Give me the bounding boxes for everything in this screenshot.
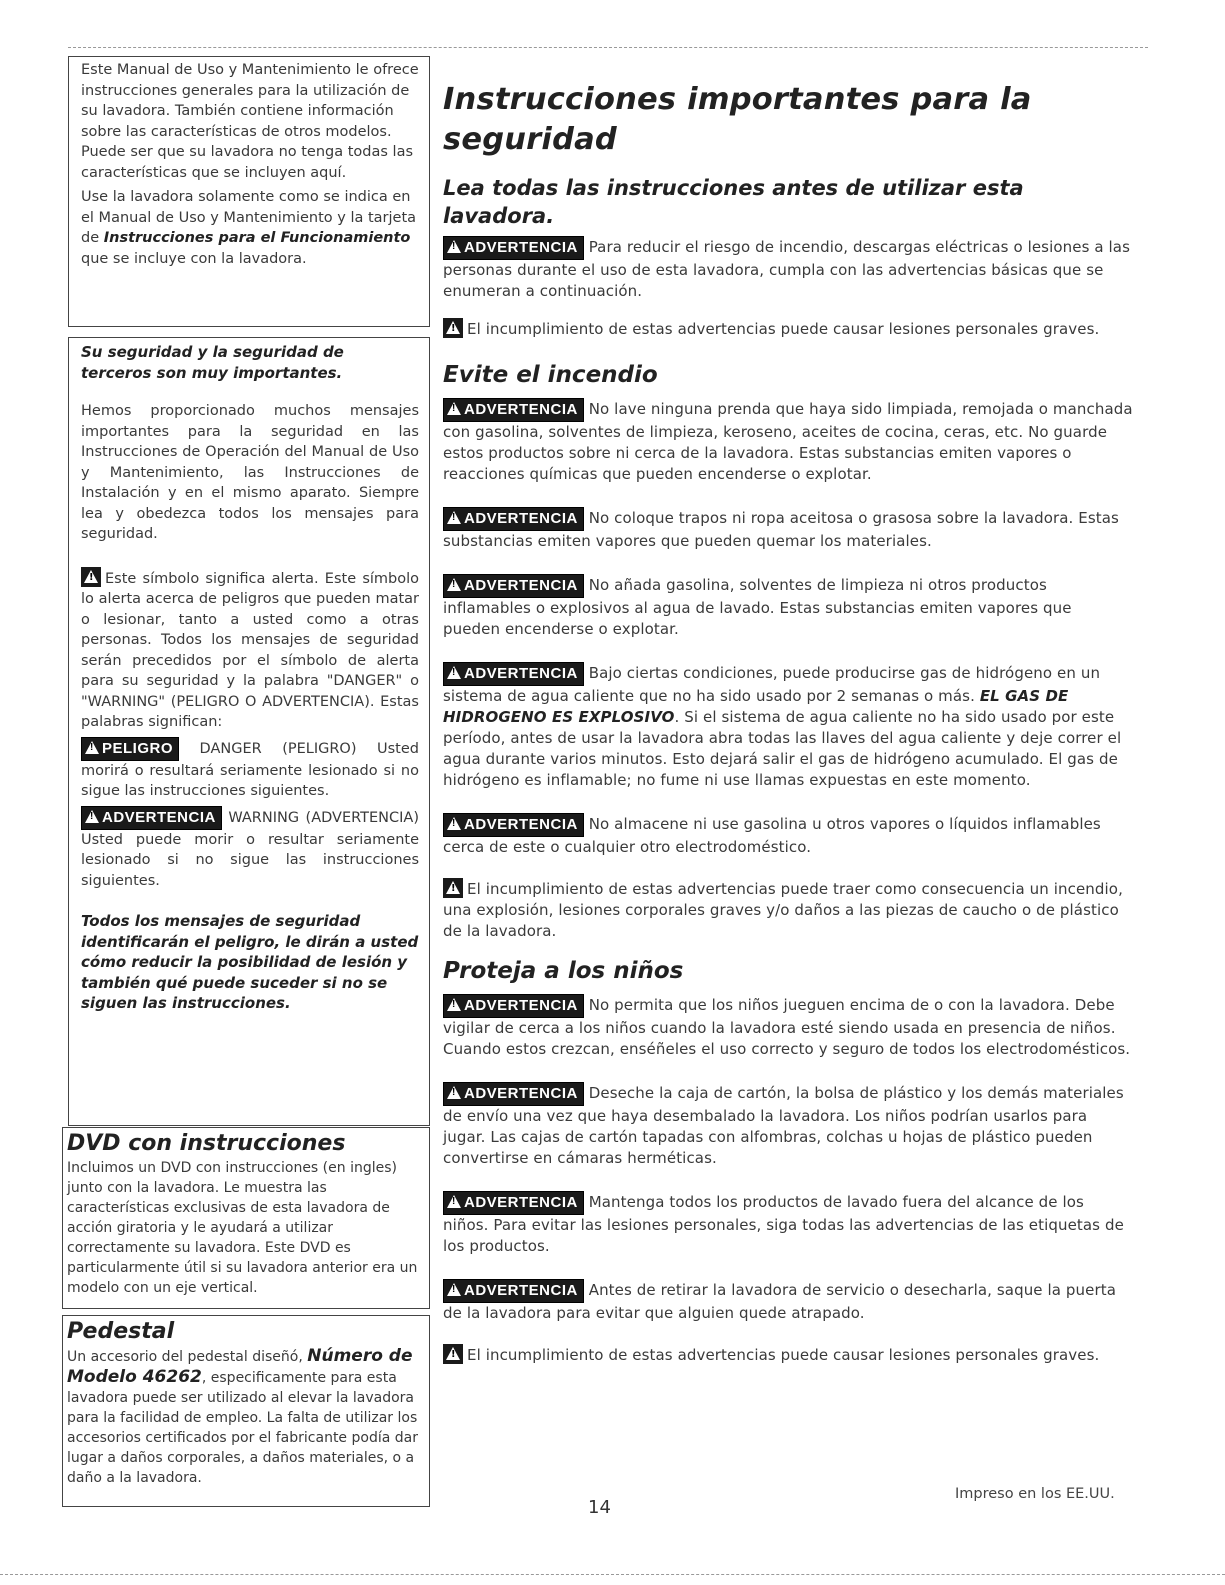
dvd-box — [62, 1127, 430, 1309]
alert-symbol-icon — [443, 878, 463, 898]
warning-triangle-icon — [85, 810, 99, 823]
intro-text-c: que se incluye con la lavadora. — [81, 250, 307, 267]
alert-symbol-icon — [443, 1344, 463, 1364]
warning-triangle-icon — [447, 1086, 461, 1099]
safety-paragraph-1: Hemos proporcionado muchos mensajes importantes para la seguridad en las Instrucciones de Operación del Manual de Uso y Mantenimiento, las Instrucciones de Instalación y en el mismo aparato. Siempre lea y obedezca todos los mensajes para seguridad. — [81, 403, 419, 542]
warning-badge: !ADVERTENCIA — [443, 574, 584, 598]
dvd-text: Incluimos un DVD con instrucciones (en ingles) junto con la lavadora. Le muestra las características exclusivas de esta lavadora de acción giratoria y le ayudará a utilizar correctamente su lavadora. Este DVD es particularmente útil si su lavadora anterior era un modelo con un eje vertical. — [67, 1160, 418, 1296]
safety-paragraph-2-text: Este símbolo significa alerta. Este símbolo lo alerta acerca de peligros que pueden matar o lesionar, tanto a usted como a otras personas. Todos los mensajes de seguridad serán precedidos por el símbolo de alerta para su seguridad y la palabra "DANGER" o "WARNING" (PELIGRO O ADVERTENCIA). Estas palabras significan: — [81, 570, 419, 730]
warning-triangle-icon — [447, 511, 461, 524]
safety-heading: Su seguridad y la seguridad de terceros son muy importantes. — [81, 343, 344, 382]
pedestal-heading: Pedestal — [67, 1319, 175, 1344]
fire-heading: Evite el incendio — [443, 362, 658, 388]
warning-badge: !ADVERTENCIA — [443, 994, 584, 1018]
intro-box — [68, 56, 430, 327]
page-subtitle: Lea todas las instrucciones antes de utilizar esta lavadora. — [443, 176, 1024, 228]
warning-badge: !ADVERTENCIA — [443, 1082, 584, 1106]
warning-triangle-icon — [85, 741, 99, 754]
warning-triangle-icon — [447, 1195, 461, 1208]
danger-badge: !PELIGRO — [81, 737, 179, 761]
intro-note: !El incumplimiento de estas advertencias puede causar lesiones personales graves. — [443, 318, 1133, 340]
kids-warning-3: !ADVERTENCIA Mantenga todos los productos de lavado fuera del alcance de los niños. Para evitar las lesiones personales, siga todas las advertencias de las etiquetas de los productos. — [443, 1191, 1133, 1257]
warning-definition — [81, 806, 419, 892]
warning-badge: !ADVERTENCIA — [443, 662, 584, 686]
dvd-heading: DVD con instrucciones — [67, 1131, 346, 1156]
intro-paragraph-2 — [81, 187, 419, 269]
top-border — [68, 47, 1148, 48]
warning-triangle-icon — [447, 240, 461, 253]
warning-triangle-icon — [447, 1283, 461, 1296]
warning-triangle-icon — [447, 402, 461, 415]
alert-symbol-icon — [81, 567, 101, 587]
kids-warning-4: !ADVERTENCIA Antes de retirar la lavadora de servicio o desecharla, saque la puerta de la lavadora para evitar que alguien quede atrapado. — [443, 1279, 1133, 1324]
fire-warning-5: !ADVERTENCIA No almacene ni use gasolina u otros vapores o líquidos inflamables cerca de este o cualquier otro electrodoméstico. — [443, 813, 1133, 858]
safety-box — [68, 337, 430, 1126]
warning-badge: !ADVERTENCIA — [443, 507, 584, 531]
pedestal-text: Un accesorio del pedestal diseñó, Número de Modelo 46262, especificamente para esta lavadora puede ser utilizado al elevar la lavadora para la facilidad de empleo. La falta de utilizar los accesorios certificados por el fabricante podía dar lugar a daños corporales, a daños materiales, o a daño a la lavadora. — [67, 1346, 418, 1486]
printed-in-usa: Impreso en los EE.UU. — [955, 1486, 1115, 1502]
warning-badge: !ADVERTENCIA — [443, 813, 584, 837]
kids-warning-2: !ADVERTENCIA Deseche la caja de cartón, la bolsa de plástico y los demás materiales de envío una vez que haya desembalado la lavadora. Los niños podrían usarlos para jugar. Las cajas de cartón tapadas con alfombras, colchas u hojas de plástico pueden convertirse en cámaras herméticas. — [443, 1082, 1133, 1169]
intro-paragraph-1: Este Manual de Uso y Mantenimiento le ofrece instrucciones generales para la utilización de su lavadora. También contiene información sobre las características de otros modelos. Puede ser que su lavadora no tenga todas las características que se incluyen aquí. — [81, 62, 419, 181]
intro-warning: !ADVERTENCIA Para reducir el riesgo de incendio, descargas eléctricas o lesiones a las personas durante el uso de esta lavadora, cumpla con las advertencias básicas que se enumeran a continuación. — [443, 236, 1133, 302]
warning-badge: !ADVERTENCIA — [443, 236, 584, 260]
warning-text: WARNING (ADVERTENCIA) Usted puede morir o resultar seriamente lesionado si no sigue las instrucciones siguientes. — [81, 809, 419, 889]
pedestal-model-number: Número de Modelo 46262 — [67, 1346, 413, 1387]
kids-warning-1: !ADVERTENCIA No permita que los niños jueguen encima de o con la lavadora. Debe vigilar de cerca a los niños cuando la lavadora esté siendo usada en presencia de niños. Cuando estos crezcan, enséñeles el uso correcto y seguro de todos los electrodomésticos. — [443, 994, 1133, 1060]
warning-badge: !ADVERTENCIA — [443, 1191, 584, 1215]
main-content — [443, 80, 1133, 1366]
fire-warning-2: !ADVERTENCIA No coloque trapos ni ropa aceitosa o grasosa sobre la lavadora. Estas substancias emiten vapores que pueden quemar los materiales. — [443, 507, 1133, 552]
warning-triangle-icon — [447, 998, 461, 1011]
warning-triangle-icon — [447, 578, 461, 591]
fire-note: !El incumplimiento de estas advertencias puede traer como consecuencia un incendio, una explosión, lesiones corporales graves y/o daños a las piezas de caucho o de plástico de la lavadora. — [443, 878, 1133, 942]
fire-warning-3: !ADVERTENCIA No añada gasolina, solventes de limpieza ni otros productos inflamables o explosivos al agua de lavado. Estas substancias emiten vapores que pueden encenderse o explotar. — [443, 574, 1133, 640]
page-title: Instrucciones importantes para la seguridad — [443, 82, 1032, 157]
warning-badge: !ADVERTENCIA — [443, 398, 584, 422]
intro-card-name: Instrucciones para el Funcionamiento — [103, 230, 411, 246]
warning-triangle-icon — [447, 666, 461, 679]
warning-triangle-icon — [447, 817, 461, 830]
safety-paragraph-2 — [81, 567, 419, 733]
alert-symbol-icon — [443, 318, 463, 338]
warning-badge: !ADVERTENCIA — [443, 1279, 584, 1303]
bottom-border — [0, 1574, 1225, 1575]
warning-badge: !ADVERTENCIA — [81, 806, 222, 830]
kids-note: !El incumplimiento de estas advertencias puede causar lesiones personales graves. — [443, 1344, 1133, 1366]
hydrogen-warning: EL GAS DE HIDROGENO ES EXPLOSIVO — [443, 687, 1069, 726]
pedestal-box — [62, 1315, 430, 1507]
fire-warning-4: !ADVERTENCIA Bajo ciertas condiciones, puede producirse gas de hidrógeno en un sistema de agua caliente que no ha sido usado por 2 semanas o más. EL GAS DE HIDROGENO ES EXPLOSIVO. Si el sistema de agua caliente no ha sido usado por este período, antes de usar la lavadora abra todas las llaves del agua caliente y deje correr el agua durante varios minutos. Esto dejará salir el gas de hidrógeno acumulado. El gas de hidrógeno es inflamable; no fume ni use llamas expuestas en este momento. — [443, 662, 1133, 791]
intro-text-a: Use la lavadora solamente como se indica en el Manual de Uso y Mantenimiento y la tarjeta de — [81, 189, 417, 246]
page-number: 14 — [588, 1497, 611, 1518]
safety-closing: Todos los mensajes de seguridad identificarán el peligro, le dirán a usted cómo reducir la posibilidad de lesión y también qué puede suceder si no se siguen las instrucciones. — [81, 912, 419, 1012]
danger-definition — [81, 737, 419, 802]
kids-heading: Proteja a los niños — [443, 958, 684, 984]
danger-text: DANGER (PELIGRO) Usted morirá o resultará seriamente lesionado si no sigue las instrucciones siguientes. — [81, 740, 419, 799]
fire-warning-1: !ADVERTENCIA No lave ninguna prenda que haya sido limpiada, remojada o manchada con gasolina, solventes de limpieza, keroseno, aceites de cocina, ceras, etc. No guarde estos productos sobre ni cerca de la lavadora. Estas substancias emiten vapores o reacciones químicas que pueden encenderse o explotar. — [443, 398, 1133, 485]
